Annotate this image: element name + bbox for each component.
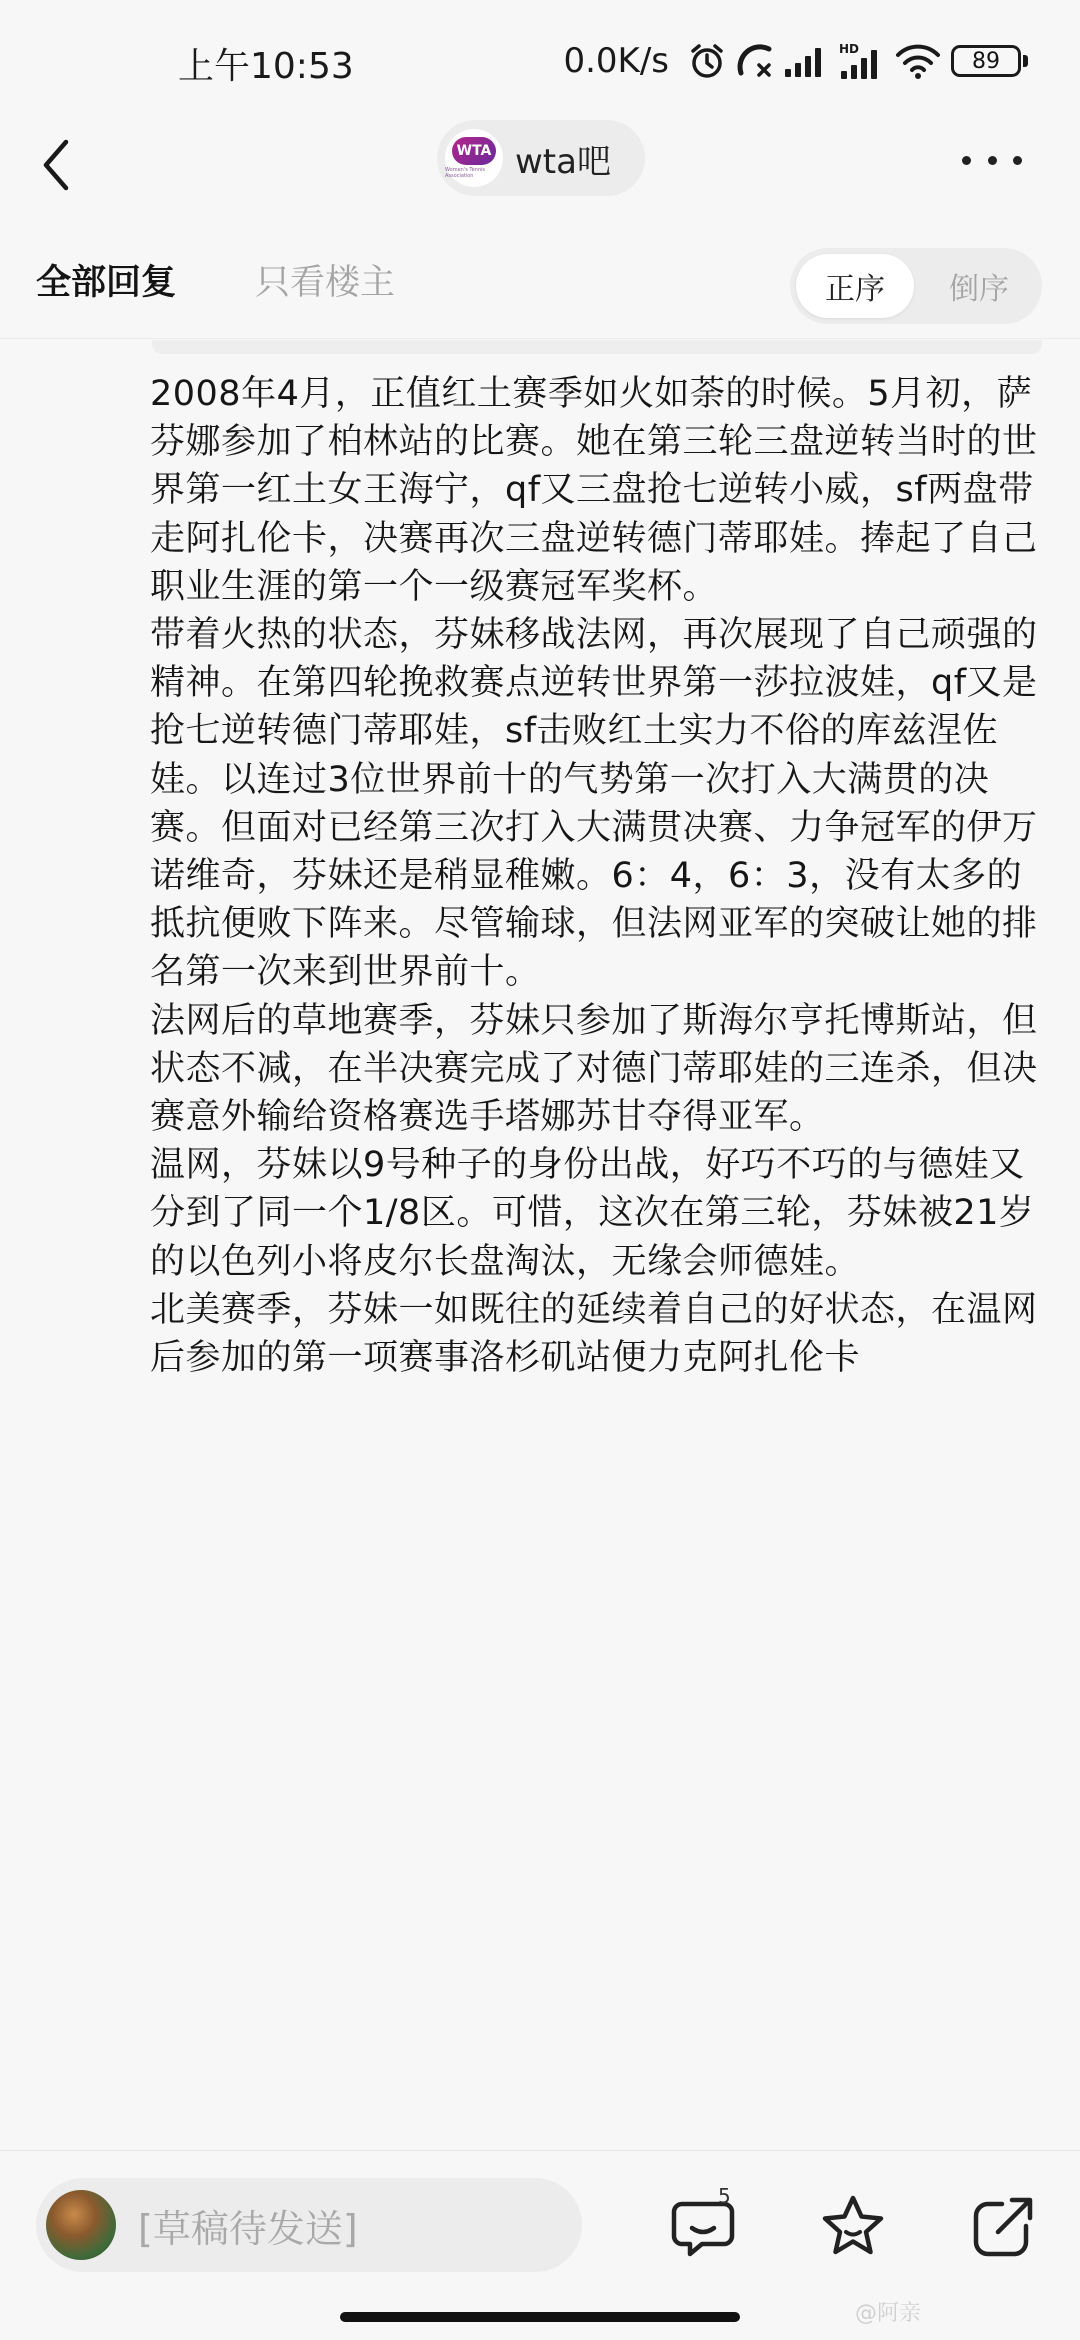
bottom-divider [0, 2150, 1080, 2151]
alarm-icon [687, 41, 727, 81]
wta-logo-mark: WTA [452, 137, 496, 165]
hd-signal-icon [837, 41, 887, 81]
net-speed: 0.0K/s [563, 41, 669, 81]
watermark: @阿亲 [855, 2301, 922, 2326]
bottom-bar [0, 2150, 1080, 2340]
status-time: 上午10:53 [178, 46, 354, 87]
post-paragraph: 温网，芬妹以9号种子的身份出战，好巧不巧的与德娃又分到了同一个1/8区。可惜，这次在第三轮，芬妹被21岁的以色列小将皮尔长盘淘汰，无缘会师德娃。 [150, 1145, 1035, 1282]
chevron-left-icon [40, 138, 70, 192]
nav-header [0, 110, 1080, 240]
tab-divider [0, 338, 1080, 339]
forum-name: wta吧 [515, 141, 611, 182]
post-paragraph: 北美赛季，芬妹一如既往的延续着自己的好状态，在温网后参加的第一项赛事洛杉矶站便力克阿扎伦卡 [150, 1289, 1038, 1379]
home-indicator[interactable] [340, 2312, 740, 2322]
post-paragraph: 2008年4月，正值红土赛季如火如荼的时候。5月初，萨芬娜参加了柏林站的比赛。她在第三轮三盘逆转当时的世界第一红土女王海宁，qf又三盘抢七逆转小威，sf两盘带走阿扎伦卡，决赛再次三盘逆转德门蒂耶娃。捧起了自己职业生涯的第一个一级赛冠军奖杯。 [150, 374, 1038, 607]
no-sim-icon [735, 41, 775, 81]
sort-asc-button[interactable]: 正序 [796, 254, 914, 318]
sort-desc-button[interactable]: 倒序 [949, 272, 1009, 307]
avatar [46, 2190, 116, 2260]
sort-order-toggle [790, 248, 1042, 324]
tab-op-only[interactable]: 只看楼主 [255, 263, 396, 303]
battery-level: 89 [951, 45, 1021, 77]
collapsed-card-edge [152, 340, 1042, 354]
more-dot-icon [988, 156, 997, 165]
more-options-button[interactable] [962, 148, 1022, 172]
comment-count: 5 [718, 2184, 731, 2208]
reply-input[interactable] [36, 2178, 582, 2272]
forum-logo [445, 129, 503, 187]
more-dot-icon [962, 156, 971, 165]
status-icons [563, 36, 1028, 86]
back-button[interactable] [40, 125, 90, 205]
signal-icon [783, 43, 829, 79]
status-bar [0, 0, 1080, 120]
share-icon[interactable] [968, 2192, 1038, 2262]
post-paragraph: 带着火热的状态，芬妹移战法网，再次展现了自己顽强的精神。在第四轮挽救赛点逆转世界第一莎拉波娃，qf又是抢七逆转德门蒂耶娃，sf击败红土实力不俗的库兹涅佐娃。以连过3位世界前十的气势第一次打入大满贯的决赛。但面对已经第三次打入大满贯决赛、力争冠军的伊万诺维奇，芬妹还是稍显稚嫩。6：4，6：3，没有太多的抵抗便败下阵来。尽管输球，但法网亚军的突破让她的排名第一次来到世界前十。 [150, 615, 1038, 993]
wifi-icon [895, 42, 941, 80]
post-body [150, 370, 1050, 2145]
reply-placeholder: [草稿待发送] [138, 2206, 358, 2251]
star-icon[interactable] [818, 2192, 888, 2262]
more-dot-icon [1013, 156, 1022, 165]
reply-tabs [0, 240, 1080, 340]
svg-text:HD: HD [839, 42, 860, 56]
battery-icon [951, 45, 1028, 77]
post-paragraph: 法网后的草地赛季，芬妹只参加了斯海尔亨托博斯站，但状态不减，在半决赛完成了对德门蒂耶娃的三连杀，但决赛意外输给资格赛选手塔娜苏甘夺得亚军。 [150, 1000, 1038, 1138]
forum-pill[interactable] [437, 120, 645, 196]
wta-logo-subtext: Women's Tennis Association [445, 167, 486, 179]
tab-all-replies[interactable]: 全部回复 [36, 263, 177, 303]
